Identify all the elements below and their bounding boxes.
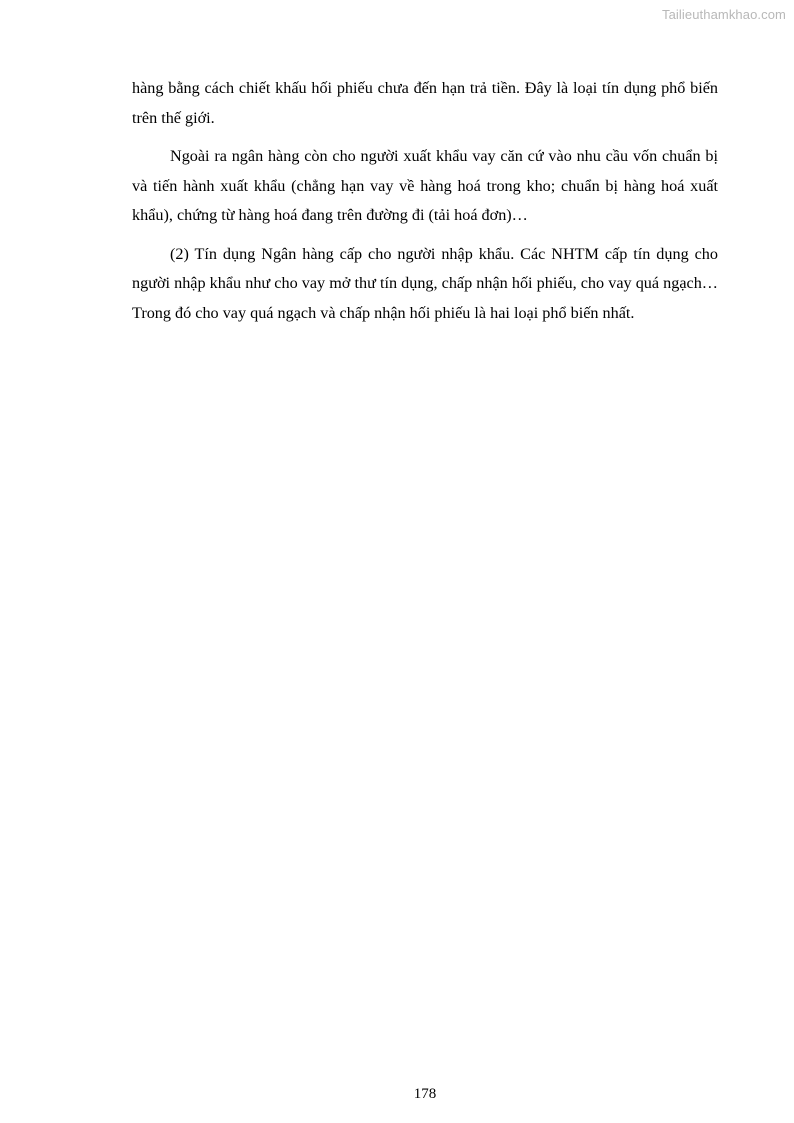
- paragraph-export-loans: Ngoài ra ngân hàng còn cho người xuất khẩu vay căn cứ vào nhu cầu vốn chuẩn bị và tiến hành xuất khẩu (chẳng hạn vay về hàng hoá trong kho; chuẩn bị hàng hoá xuất khẩu), chứng từ hàng hoá đang trên đường đi (tải hoá đơn)…: [132, 147, 718, 224]
- watermark-text: Tailieuthamkhao.com: [661, 7, 786, 22]
- page-number: 178: [413, 1086, 437, 1102]
- paragraph-import-credit: (2) Tín dụng Ngân hàng cấp cho người nhập khẩu. Các NHTM cấp tín dụng cho người nhập khẩu như cho vay mở thư tín dụng, chấp nhận hối phiếu, cho vay quá ngạch… Trong đó cho vay quá ngạch và chấp nhận hối phiếu là hai loại phổ biến nhất.: [132, 244, 718, 322]
- document-body: [132, 74, 718, 337]
- paragraph-continuation: hàng bằng cách chiết khấu hối phiếu chưa đến hạn trả tiền. Đây là loại tín dụng phổ biến trên thế giới.: [132, 79, 718, 127]
